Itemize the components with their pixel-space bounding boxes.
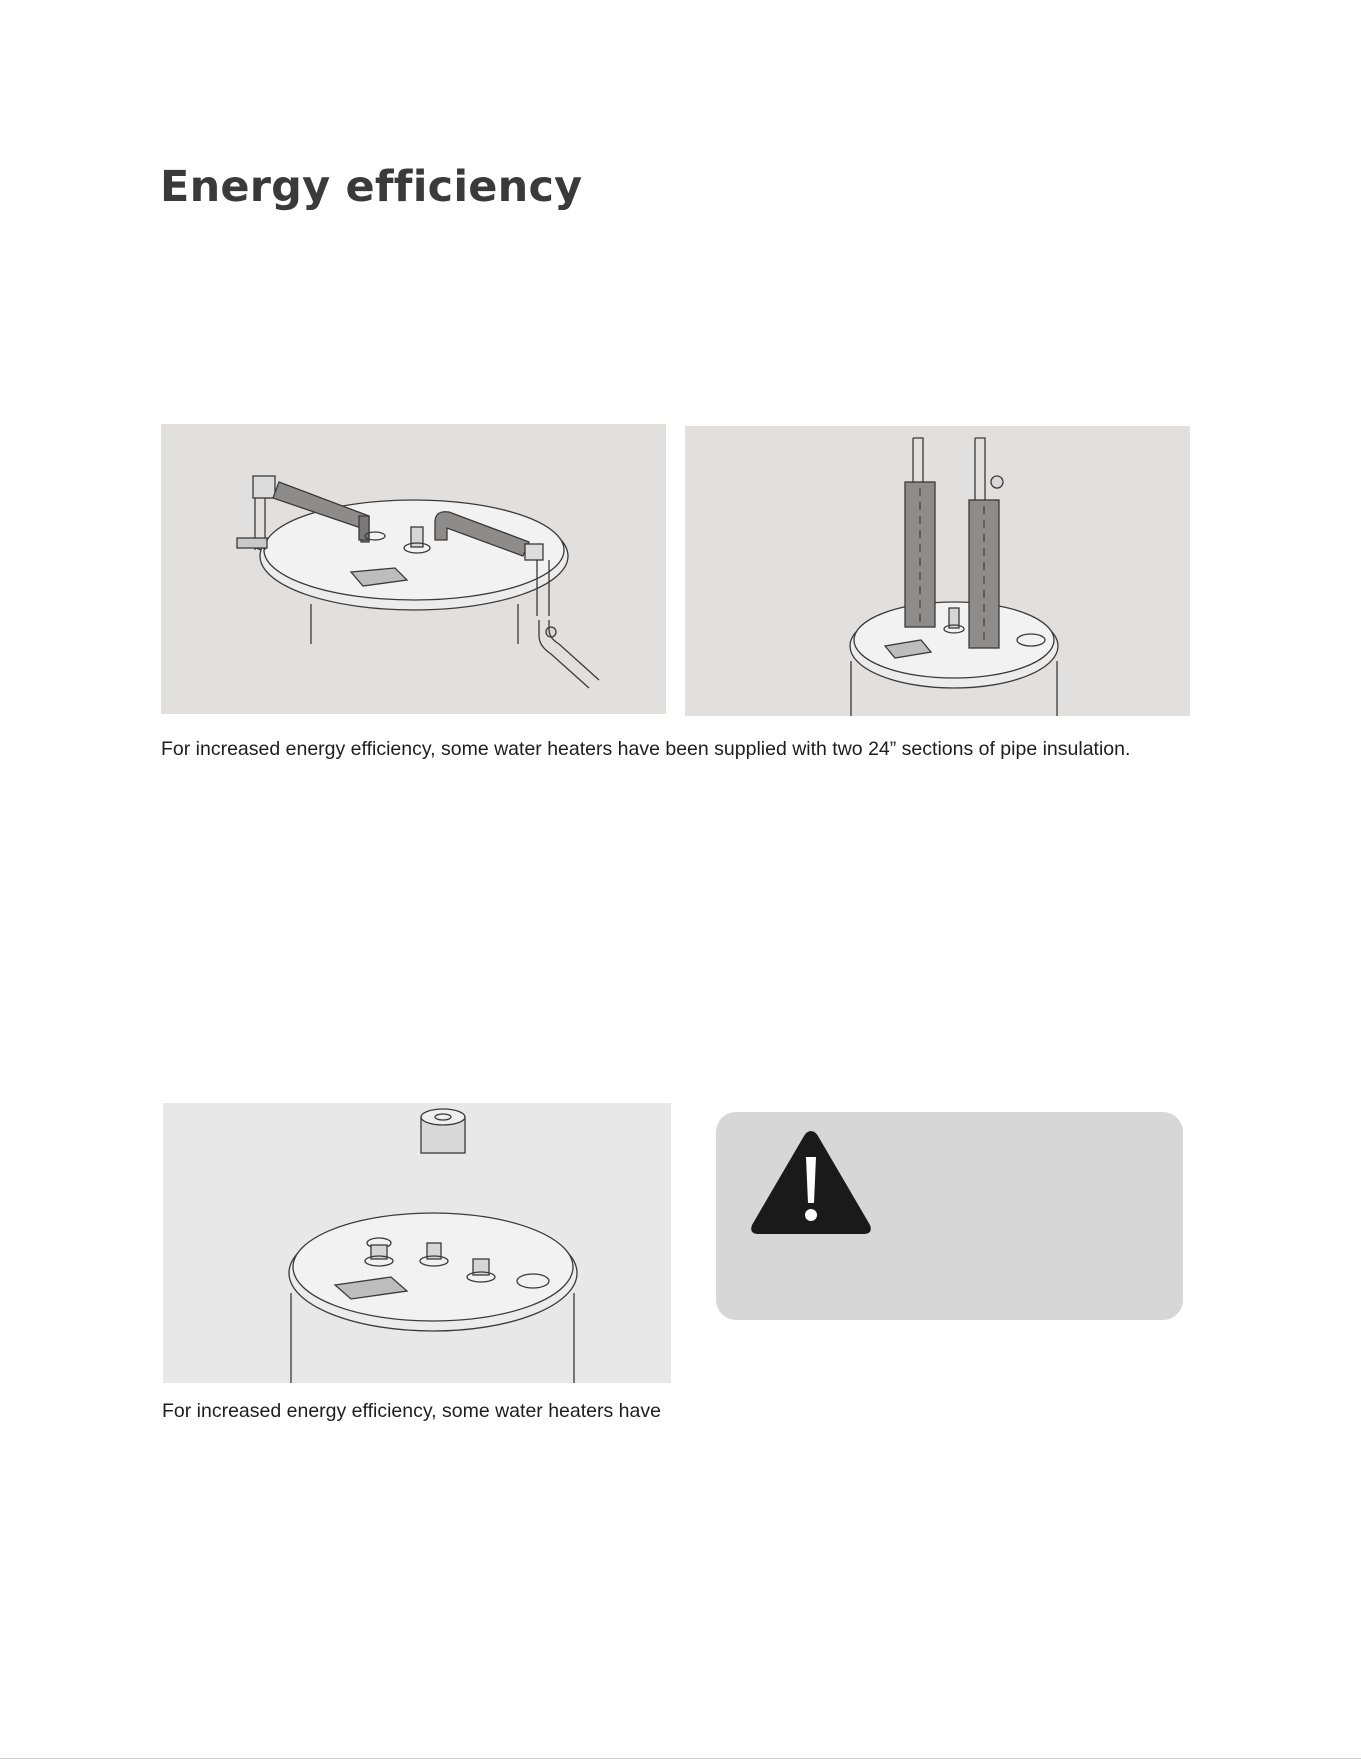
warning-box bbox=[716, 1112, 1183, 1320]
warning-triangle-icon bbox=[748, 1127, 874, 1238]
footer-rule bbox=[0, 1758, 1361, 1759]
pipe-insulation-figure-vertical bbox=[685, 426, 1190, 716]
page-title: Energy efficiency bbox=[160, 162, 583, 212]
pipe-insulation-figure-horizontal bbox=[161, 424, 666, 714]
fitting-insulation-figure bbox=[163, 1103, 671, 1383]
water-heater-fitting-insulation-illustration bbox=[163, 1103, 671, 1383]
figure-caption: For increased energy efficiency, some water heaters have been supplied with two 24” sections of pipe insulation. bbox=[161, 738, 1131, 760]
figure-caption: For increased energy efficiency, some water heaters have bbox=[162, 1400, 661, 1422]
water-heater-horizontal-pipe-insulation-illustration bbox=[161, 424, 666, 714]
water-heater-vertical-pipe-insulation-illustration bbox=[685, 426, 1190, 716]
